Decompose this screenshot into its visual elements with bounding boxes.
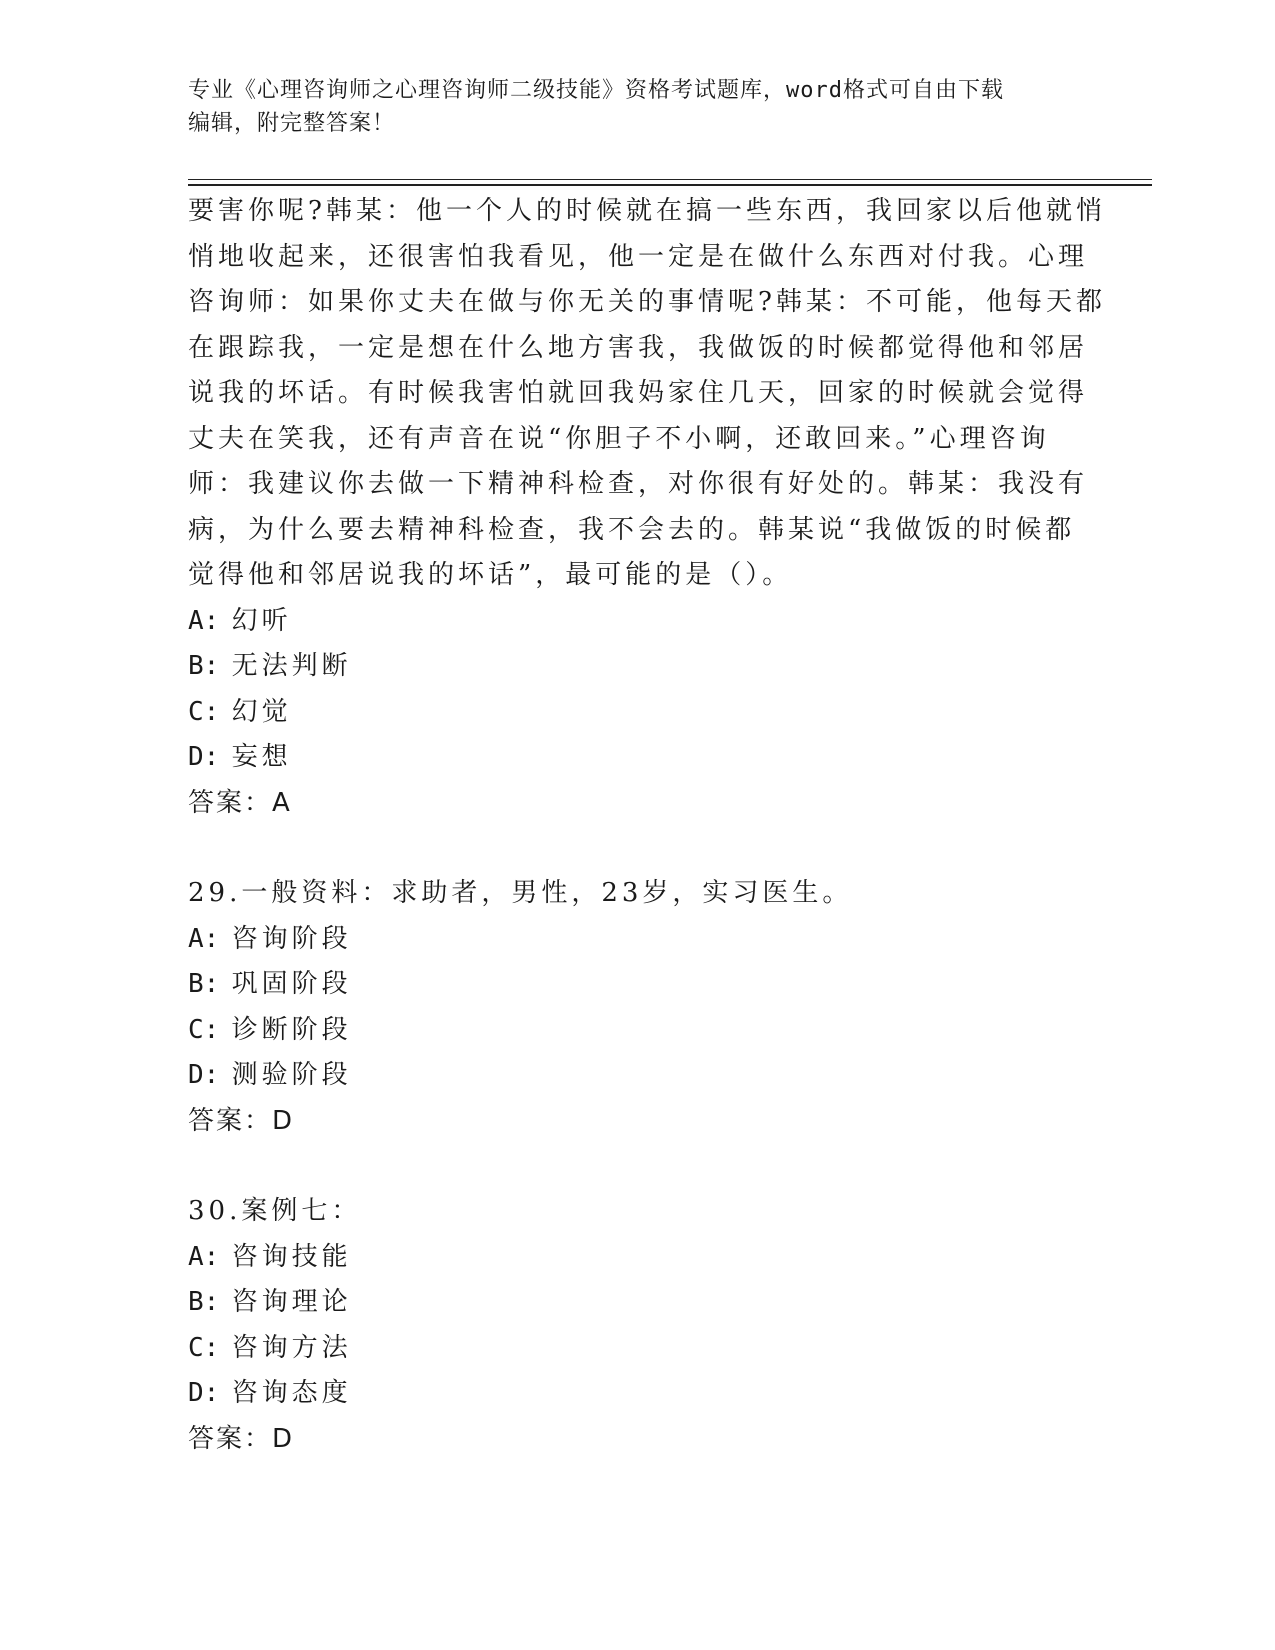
stem-line: 在跟踪我，一定是想在什么地方害我，我做饭的时候都觉得他和邻居 [188, 332, 1089, 363]
answer-line: 答案：D [188, 1423, 295, 1454]
answer-line: 答案：A [188, 787, 292, 818]
header-divider-thick [188, 184, 1152, 186]
header-line-2: 编辑，附完整答案！ [188, 111, 396, 136]
option-c: C: 幻觉 [188, 696, 292, 727]
document-body [188, 189, 1106, 1462]
question-28 [188, 189, 1106, 826]
stem-line: 觉得他和邻居说我的坏话”，最可能的是（）。 [188, 560, 793, 590]
stem-line: 要害你呢?韩某：他一个人的时候就在搞一些东西，我回家以后他就悄 [188, 196, 1106, 226]
option-b: B: 无法判断 [188, 651, 352, 681]
option-a: A: 咨询阶段 [188, 923, 352, 954]
option-a: A: 幻听 [188, 605, 292, 636]
question-29-title: 29.一般资料：求助者，男性，23岁，实习医生。 [188, 878, 853, 908]
question-29 [188, 871, 1088, 1144]
question-30-title: 30.案例七： [188, 1196, 362, 1226]
option-b: B: 咨询理论 [188, 1287, 352, 1317]
option-d: D: 妄想 [188, 742, 292, 772]
question-30 [188, 1189, 1088, 1462]
answer-line: 答案：D [188, 1105, 295, 1136]
option-d: D: 咨询态度 [188, 1378, 352, 1408]
stem-line: 师：我建议你去做一下精神科检查，对你很有好处的。韩某：我没有 [188, 469, 1089, 499]
stem-line: 丈夫在笑我，还有声音在说“你胆子不小啊，还敢回来。”心理咨询 [188, 423, 1050, 454]
stem-line: 说我的坏话。有时候我害怕就回我妈家住几天，回家的时候就会觉得 [188, 378, 1089, 408]
stem-line: 病，为什么要去精神科检查，我不会去的。韩某说“我做饭的时候都 [188, 514, 1076, 545]
header-divider-thin [188, 179, 1152, 180]
stem-line: 咨询师：如果你丈夫在做与你无关的事情呢?韩某：不可能，他每天都 [188, 287, 1106, 317]
option-c: C: 咨询方法 [188, 1332, 352, 1363]
stem-line: 悄地收起来，还很害怕我看见，他一定是在做什么东西对付我。心理 [188, 241, 1089, 272]
option-b: B: 巩固阶段 [188, 969, 352, 999]
option-a: A: 咨询技能 [188, 1241, 352, 1272]
question-28-stem [188, 189, 1106, 599]
option-c: C: 诊断阶段 [188, 1014, 352, 1045]
header-line-1: 专业《心理咨询师之心理咨询师二级技能》资格考试题库，word格式可自由下载 [188, 78, 1004, 103]
option-d: D: 测验阶段 [188, 1060, 352, 1090]
document-header [188, 74, 1068, 140]
